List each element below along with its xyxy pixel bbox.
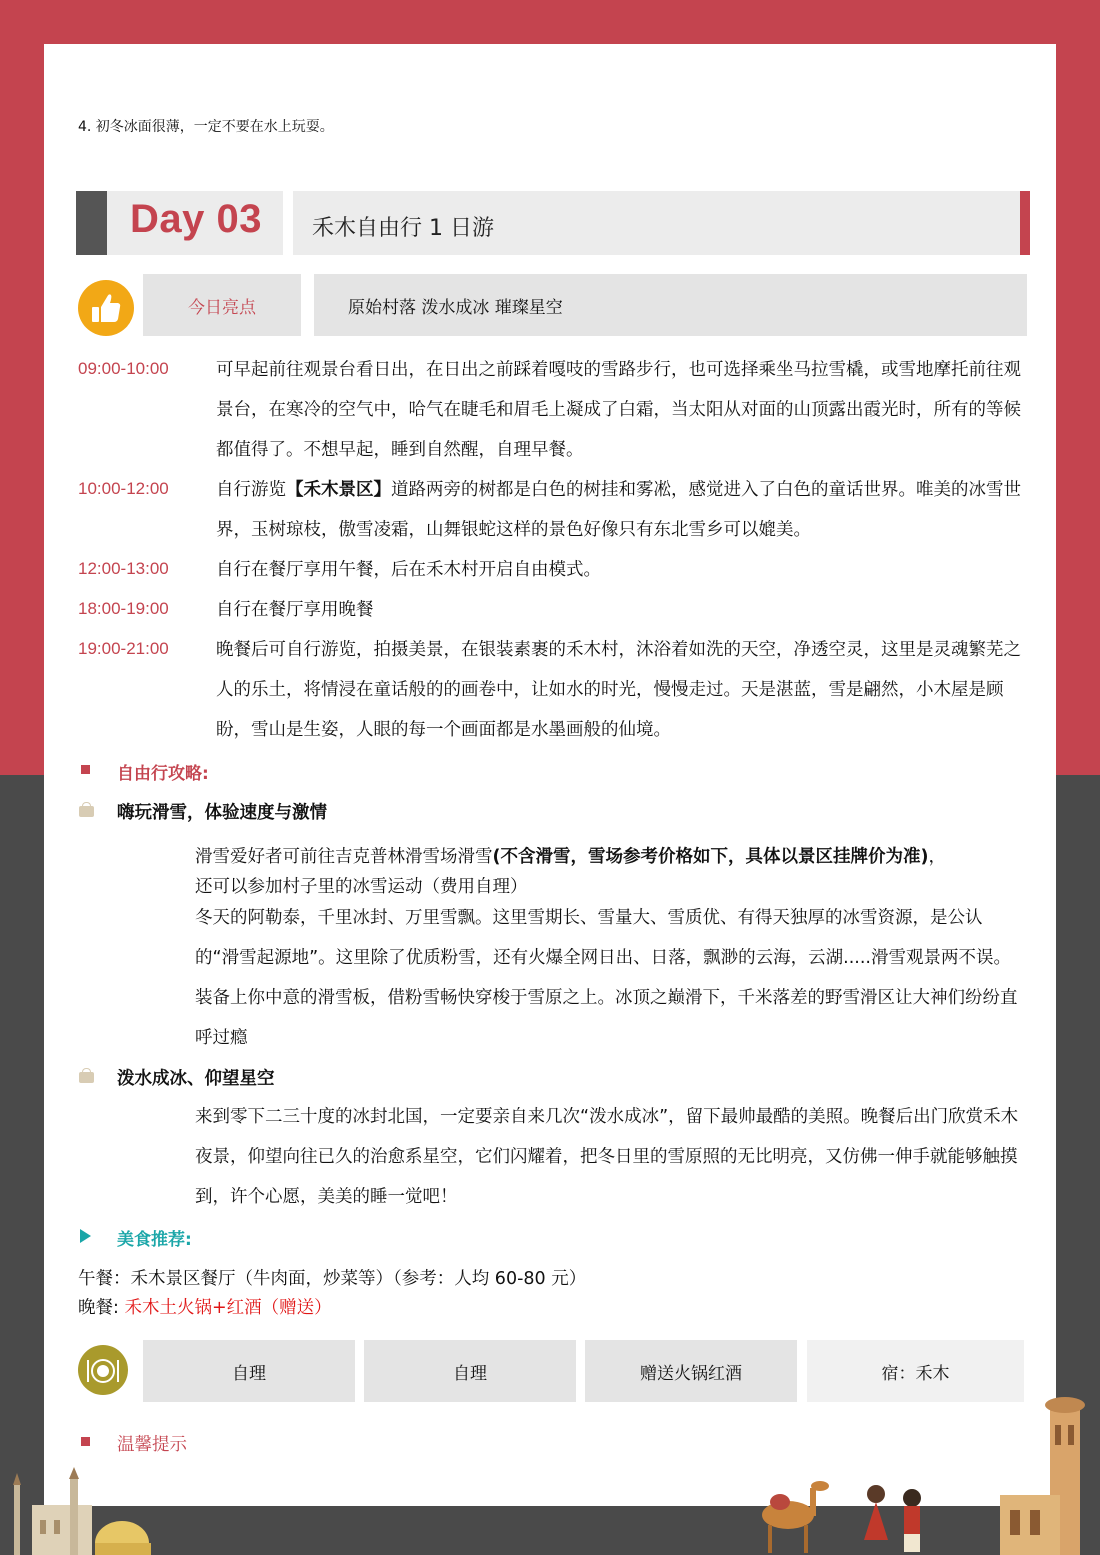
dinner-gift: 禾木土火锅+红酒（赠送） <box>124 1298 332 1318</box>
schedule-time: 10:00-12:00 <box>78 479 169 498</box>
dinner-line <box>78 1294 332 1319</box>
ski-intro <box>195 843 1025 871</box>
dinner-label: 晚餐: <box>78 1298 125 1318</box>
thumbs-up-icon <box>78 280 134 336</box>
guide-item-title: 泼水成冰、仰望星空 <box>117 1069 275 1089</box>
day-header-red-accent <box>1020 191 1030 255</box>
section-marker-icon <box>81 765 90 774</box>
guide-item-title: 嗨玩滑雪，体验速度与激情 <box>117 803 327 823</box>
schedule-text-pre: 自行游览 <box>216 480 286 500</box>
plate-cutlery-icon <box>78 1345 128 1395</box>
highlight-text: 原始村落 泼水成冰 璀璨星空 <box>314 274 1027 336</box>
schedule-text: 晚餐后可自行游览，拍摄美景，在银装素裹的禾木村，沐浴着如洗的天空，净透空灵，这里是灵魂繁芜之人的乐土，将情浸在童话般的的画卷中，让如水的时光，慢慢走过。天是湛蓝，雪是翩然，小木屋是顾盼，雪山是生姿，人眼的每一个画面都是水墨画般的仙境。 <box>216 640 1021 740</box>
scenic-area-name: 【禾木景区】 <box>286 480 391 500</box>
ski-activities: 还可以参加村子里的冰雪运动（费用自理） <box>195 877 528 897</box>
guide-title: 自由行攻略: <box>117 764 209 784</box>
note-item-4: 4. 初冬冰面很薄，一定不要在水上玩耍。 <box>78 119 334 135</box>
lunch-line: 午餐：禾木景区餐厅（牛肉面，炒菜等）（参考：人均 60-80 元） <box>78 1269 587 1289</box>
schedule-text: 可早起前往观景台看日出，在日出之前踩着嘎吱的雪路步行，也可选择乘坐马拉雪橇，或雪地摩托前往观景台，在寒冷的空气中，哈气在睫毛和眉毛上凝成了白霜，当太阳从对面的山顶露出霞光时，所有的等候都值得了。不想早起，睡到自然醒，自理早餐。 <box>216 360 1021 460</box>
meal-lunch: 自理 <box>364 1340 576 1402</box>
schedule-text-post: 道路两旁的树都是白色的树挂和雾凇，感觉进入了白色的童话世界。唯美的冰雪世界，玉树琼枝，傲雪凌霜，山舞银蛇这样的景色好像只有东北雪乡可以媲美。 <box>216 480 1021 540</box>
tips-title: 温馨提示 <box>117 1435 187 1455</box>
stars-description: 来到零下二三十度的冰封北国，一定要亲自来几次“泼水成冰”，留下最帅最酷的美照。晚餐后出门欣赏禾木夜景，仰望向往已久的治愈系星空，它们闪耀着，把冬日里的雪原照的无比明亮，又仿佛一伸手就能够触摸到，许个心愿，美美的睡一觉吧！ <box>195 1107 1019 1207</box>
lock-bag-icon <box>79 1072 94 1083</box>
schedule-time: 09:00-10:00 <box>78 359 169 378</box>
ski-description: 冬天的阿勒泰，千里冰封、万里雪飘。这里雪期长、雪量大、雪质优、有得天独厚的冰雪资源，是公认的“滑雪起源地”。这里除了优质粉雪，还有火爆全网日出、日落，飘渺的云海，云湖.....滑雪观景两不误。装备上你中意的滑雪板，借粉雪畅快穿梭于雪原之上。冰顶之巅滑下，千米落差的野雪滑区让大神们纷纷直呼过瘾 <box>195 908 1018 1048</box>
meal-breakfast: 自理 <box>143 1340 355 1402</box>
schedule-text: 自行在餐厅享用晚餐 <box>216 600 374 620</box>
ski-intro-pre: 滑雪爱好者可前往吉克普林滑雪场滑雪 <box>195 847 493 867</box>
dancers-illustration <box>858 1480 938 1555</box>
ski-price-note: (不含滑雪，雪场参考价格如下，具体以景区挂牌价为准) <box>492 847 929 867</box>
mosque-illustration <box>0 1465 160 1555</box>
food-title: 美食推荐: <box>117 1230 192 1250</box>
section-marker-icon <box>81 1437 90 1446</box>
schedule-time: 19:00-21:00 <box>78 639 169 658</box>
day-header <box>76 191 1030 255</box>
schedule-text: 自行在餐厅享用午餐，后在禾木村开启自由模式。 <box>216 560 601 580</box>
minaret-illustration <box>992 1385 1100 1555</box>
day-header-dark-accent <box>76 191 107 255</box>
play-triangle-icon <box>80 1229 91 1243</box>
day-title: Day 03 <box>130 197 262 241</box>
meal-accommodation: 宿：禾木 <box>807 1340 1024 1402</box>
highlight-label: 今日亮点 <box>143 274 301 336</box>
meal-dinner: 赠送火锅红酒 <box>585 1340 797 1402</box>
lock-bag-icon <box>79 806 94 817</box>
ski-intro-post: ， <box>928 847 946 867</box>
schedule-time: 12:00-13:00 <box>78 559 169 578</box>
day-subtitle: 禾木自由行 1 日游 <box>312 216 494 241</box>
camel-illustration <box>740 1470 840 1555</box>
schedule-time: 18:00-19:00 <box>78 599 169 618</box>
day-header-divider <box>283 191 293 255</box>
schedule-text <box>216 470 1028 550</box>
